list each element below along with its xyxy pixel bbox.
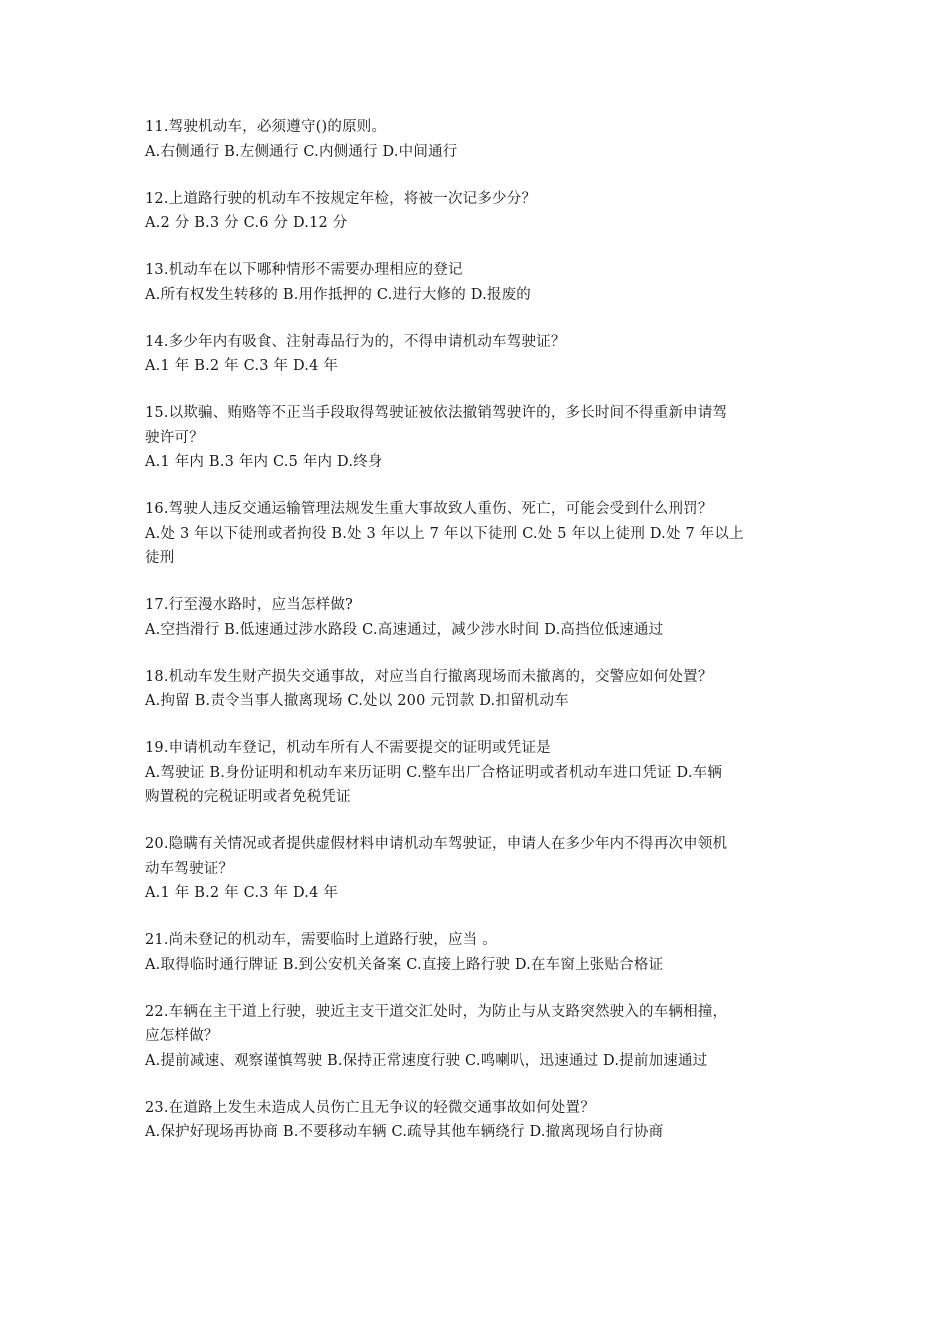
question-17 [145, 593, 810, 642]
question-text: 17.行至漫水路时，应当怎样做? [145, 597, 354, 613]
question-text: 20.隐瞒有关情况或者提供虚假材料申请机动车驾驶证，申请人在多少年内不得再次申领机 [145, 836, 728, 852]
question-line: A.1 年 B.2 年 C.3 年 D.4 年 [145, 885, 339, 901]
document-page [145, 115, 810, 1167]
question-text: 14.多少年内有吸食、注射毒品行为的，不得申请机动车驾驶证？ [145, 333, 566, 350]
question-text: 18.机动车发生财产损失交通事故，对应当自行撤离现场而未撤离的，交警应如何处置？ [145, 668, 713, 685]
question-13 [145, 258, 810, 307]
question-16 [145, 497, 810, 571]
question-line: A.驾驶证 B.身份证明和机动车来历证明 C.整车出厂合格证明或者机动车进口凭证 D.车辆 [145, 764, 723, 781]
question-line: A.保护好现场再协商 B.不要移动车辆 C.疏导其他车辆绕行 D.撤离现场自行协商 [145, 1124, 664, 1140]
question-text: 12.上道路行驶的机动车不按规定年检，将被一次记多少分？ [145, 190, 537, 207]
question-line: A.1 年内 B.3 年内 C.5 年内 D.终身 [145, 454, 383, 470]
question-text: 19.申请机动车登记，机动车所有人不需要提交的证明或凭证是 [145, 740, 551, 756]
question-text: 13.机动车在以下哪种情形不需要办理相应的登记 [145, 262, 463, 278]
question-text: 22.车辆在主干道上行驶，驶近主支干道交汇处时，为防止与从支路突然驶入的车辆相撞， [145, 1003, 728, 1020]
question-18 [145, 665, 810, 714]
question-text: 21.尚未登记的机动车，需要临时上道路行驶，应当 。 [145, 932, 497, 948]
question-11 [145, 115, 810, 164]
question-text: 15.以欺骗、贿赂等不正当手段取得驾驶证被依法撤销驾驶许的，多长时间不得重新申请驾 [145, 405, 728, 421]
question-22 [145, 1000, 810, 1074]
question-20 [145, 832, 810, 906]
question-line: A.处 3 年以下徒刑或者拘役 B.处 3 年以上 7 年以下徒刑 C.处 5 年以上徒刑 D.处 7 年以上 [145, 525, 744, 542]
question-line: 徒刑 [145, 550, 175, 566]
question-14 [145, 330, 810, 379]
question-line: 动车驾驶证？ [145, 860, 234, 877]
question-text: 11.驾驶机动车，必须遵守()的原则。 [145, 119, 387, 135]
question-line: A.取得临时通行牌证 B.到公安机关备案 C.直接上路行驶 D.在车窗上张贴合格证 [145, 956, 664, 973]
question-12 [145, 187, 810, 236]
question-line: A.提前减速、观察谨慎驾驶 B.保持正常速度行驶 C.鸣喇叭，迅速通过 D.提前加速通过 [145, 1052, 708, 1069]
question-line: A.2 分 B.3 分 C.6 分 D.12 分 [145, 215, 348, 231]
question-21 [145, 928, 810, 977]
question-text: 23.在道路上发生未造成人员伤亡且无争议的轻微交通事故如何处置？ [145, 1099, 595, 1116]
question-15 [145, 401, 810, 475]
question-line: 驶许可？ [145, 429, 204, 446]
question-text: 16.驾驶人违反交通运输管理法规发生重大事故致人重伤、死亡，可能会受到什么刑罚？ [145, 501, 713, 517]
question-line: A.空挡滑行 B.低速通过涉水路段 C.高速通过，减少涉水时间 D.高挡位低速通过 [145, 621, 664, 638]
question-line: A.1 年 B.2 年 C.3 年 D.4 年 [145, 358, 339, 374]
question-23 [145, 1096, 810, 1145]
question-line: 购置税的完税证明或者免税凭证 [145, 789, 351, 805]
question-line: A.所有权发生转移的 B.用作抵押的 C.进行大修的 D.报废的 [145, 286, 531, 303]
question-line: 应怎样做？ [145, 1028, 219, 1044]
question-19 [145, 736, 810, 810]
question-line: A.右侧通行 B.左侧通行 C.内侧通行 D.中间通行 [145, 143, 458, 160]
question-line: A.拘留 B.责令当事人撤离现场 C.处以 200 元罚款 D.扣留机动车 [145, 693, 569, 709]
